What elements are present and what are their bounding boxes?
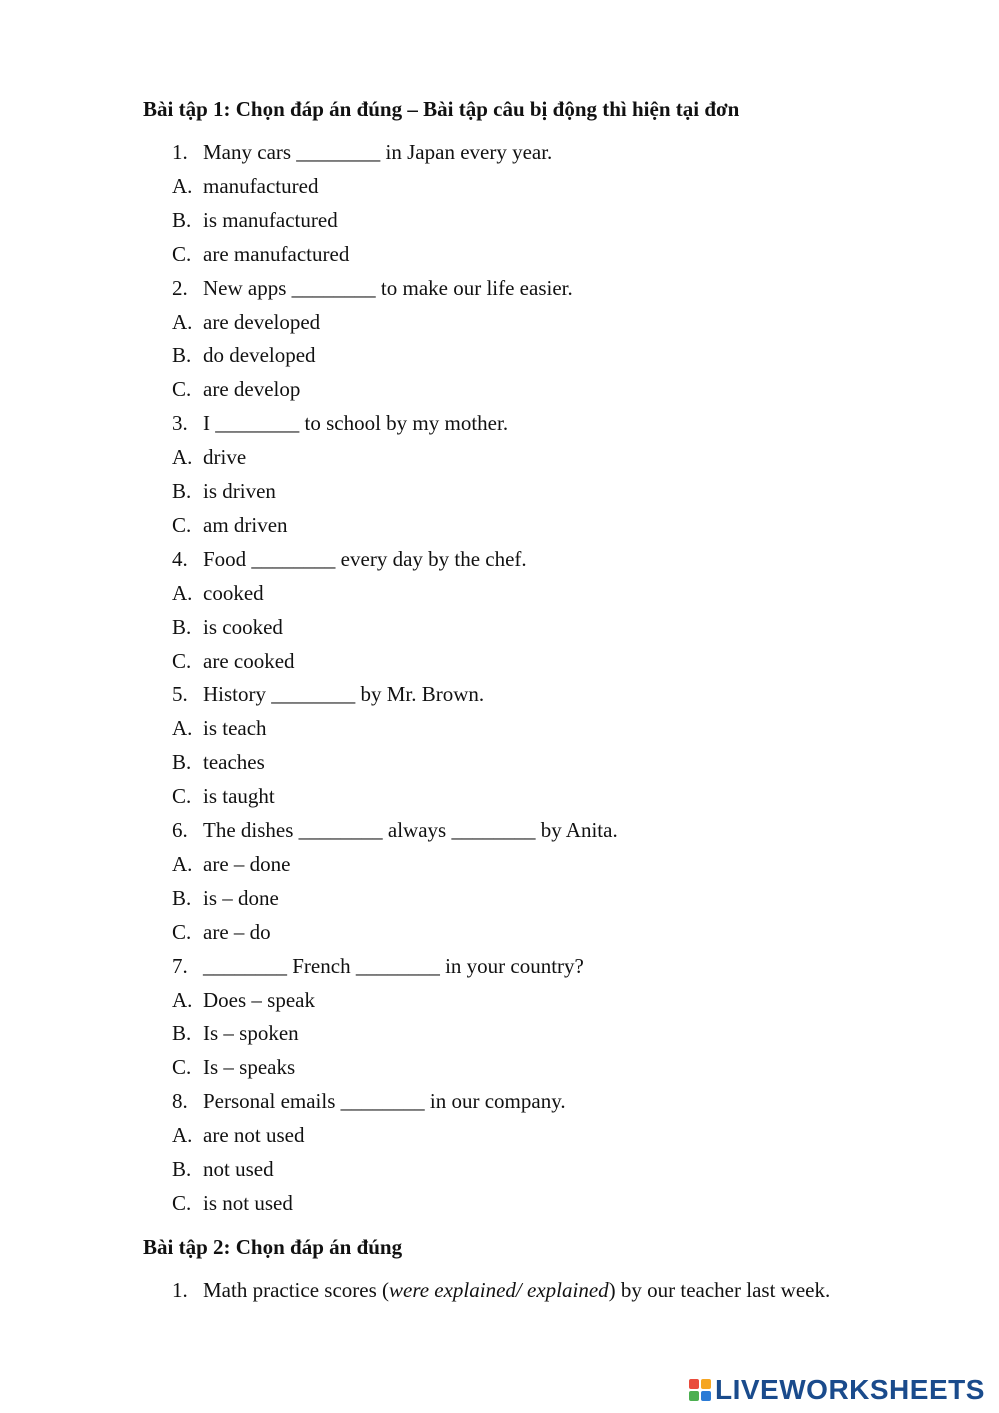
exercise1-title: Bài tập 1: Chọn đáp án đúng – Bài tập câu bị động thì hiện tại đơn — [143, 97, 740, 121]
option-text: Is – spoken — [203, 1021, 299, 1046]
answer-option — [172, 440, 246, 474]
question-text-end: ) by our teacher last week. — [608, 1278, 831, 1302]
option-letter: A. — [172, 716, 193, 741]
option-text: is not used — [203, 1190, 293, 1215]
logo-square-blue — [701, 1391, 711, 1401]
question-number: 6. — [172, 818, 188, 842]
option-text: drive — [203, 445, 247, 470]
answer-option — [172, 338, 316, 372]
option-letter: A. — [172, 173, 193, 198]
option-text: is manufactured — [203, 207, 338, 232]
question-item — [172, 135, 552, 169]
option-text: manufactured — [203, 173, 319, 198]
option-letter: B. — [172, 479, 192, 503]
question-choices: were explained/ explained — [389, 1278, 609, 1302]
question-text: New apps ________ to make our life easier. — [203, 275, 573, 300]
logo-square-orange — [701, 1379, 711, 1389]
question-number: 4. — [172, 546, 188, 571]
option-letter: A. — [172, 309, 193, 334]
option-letter: C. — [172, 512, 192, 537]
answer-option — [172, 1118, 304, 1152]
liveworksheets-logo — [689, 1373, 985, 1407]
question-number: 3. — [172, 411, 188, 436]
question-item — [172, 813, 618, 847]
option-letter: B. — [172, 1157, 192, 1181]
exercise2-question-1 — [172, 1273, 830, 1307]
liveworksheets-wordmark: LIVEWORKSHEETS — [715, 1374, 985, 1405]
answer-option — [172, 474, 276, 508]
option-text: is taught — [203, 784, 275, 809]
answer-option — [172, 203, 338, 237]
question-text-start: Math practice scores ( — [203, 1278, 389, 1302]
option-text: is – done — [203, 885, 279, 910]
answer-option — [172, 644, 295, 678]
answer-option — [172, 1050, 295, 1084]
answer-option — [172, 847, 290, 881]
option-text: cooked — [203, 580, 264, 605]
question-number: 7. — [172, 953, 188, 978]
question-item — [172, 677, 484, 711]
option-letter: C. — [172, 784, 192, 809]
option-text: Is – speaks — [203, 1055, 296, 1080]
option-text: is teach — [203, 716, 267, 741]
option-letter: C. — [172, 1190, 192, 1215]
option-text: not used — [203, 1157, 274, 1181]
answer-option — [172, 983, 315, 1017]
question-item — [172, 542, 527, 576]
question-text: Many cars ________ in Japan every year. — [203, 140, 553, 164]
logo-square-red — [689, 1379, 699, 1389]
answer-option — [172, 508, 288, 542]
option-letter: B. — [172, 207, 192, 232]
question-number: 8. — [172, 1089, 188, 1114]
question-item — [172, 949, 584, 983]
answer-option — [172, 1016, 299, 1050]
question-number: 1. — [172, 140, 188, 164]
answer-option — [172, 745, 265, 779]
answer-option — [172, 915, 271, 949]
question-text: Personal emails ________ in our company. — [203, 1089, 566, 1114]
question-item — [172, 406, 508, 440]
option-text: are developed — [203, 309, 321, 334]
answer-option — [172, 779, 275, 813]
option-letter: A. — [172, 1123, 193, 1148]
option-letter: B. — [172, 885, 192, 910]
question-number: 5. — [172, 682, 188, 707]
option-letter: A. — [172, 987, 193, 1012]
question-number: 2. — [172, 275, 188, 300]
exercise2-title: Bài tập 2: Chọn đáp án đúng — [143, 1235, 403, 1259]
logo-square-green — [689, 1391, 699, 1401]
option-letter: A. — [172, 851, 193, 876]
answer-option — [172, 610, 283, 644]
answer-option — [172, 711, 267, 745]
answer-option — [172, 169, 318, 203]
option-letter: C. — [172, 648, 192, 673]
question-text: Food ________ every day by the chef. — [203, 546, 527, 571]
option-letter: C. — [172, 919, 192, 944]
option-letter: B. — [172, 614, 192, 639]
option-letter: C. — [172, 1055, 192, 1080]
liveworksheets-icon — [689, 1379, 711, 1401]
option-text: teaches — [203, 750, 265, 775]
option-text: are not used — [203, 1123, 305, 1148]
option-text: are manufactured — [203, 241, 350, 266]
option-text: Does – speak — [203, 987, 315, 1012]
option-letter: B. — [172, 750, 192, 775]
answer-option — [172, 237, 349, 271]
answer-option — [172, 881, 279, 915]
option-text: am driven — [203, 512, 288, 537]
answer-option — [172, 372, 300, 406]
answer-option — [172, 305, 320, 339]
option-text: are – done — [203, 851, 291, 876]
question-text: I ________ to school by my mother. — [203, 411, 509, 436]
option-letter: C. — [172, 377, 192, 402]
answer-option — [172, 1186, 293, 1220]
option-text: are cooked — [203, 648, 295, 673]
question-item — [172, 271, 573, 305]
question-text: History ________ by Mr. Brown. — [203, 682, 485, 707]
option-text: are develop — [203, 377, 301, 402]
option-letter: B. — [172, 1021, 192, 1046]
question-item — [172, 1084, 566, 1118]
option-text: are – do — [203, 919, 271, 944]
option-letter: C. — [172, 241, 192, 266]
option-text: is cooked — [203, 614, 283, 639]
option-text: is driven — [203, 479, 276, 503]
question-number: 1. — [172, 1278, 188, 1302]
answer-option — [172, 576, 264, 610]
answer-option — [172, 1152, 274, 1186]
option-letter: A. — [172, 445, 193, 470]
option-letter: B. — [172, 343, 192, 368]
question-text: ________ French ________ in your country? — [203, 953, 584, 978]
question-text: The dishes ________ always ________ by Anita. — [203, 818, 618, 842]
option-text: do developed — [203, 343, 316, 368]
option-letter: A. — [172, 580, 193, 605]
